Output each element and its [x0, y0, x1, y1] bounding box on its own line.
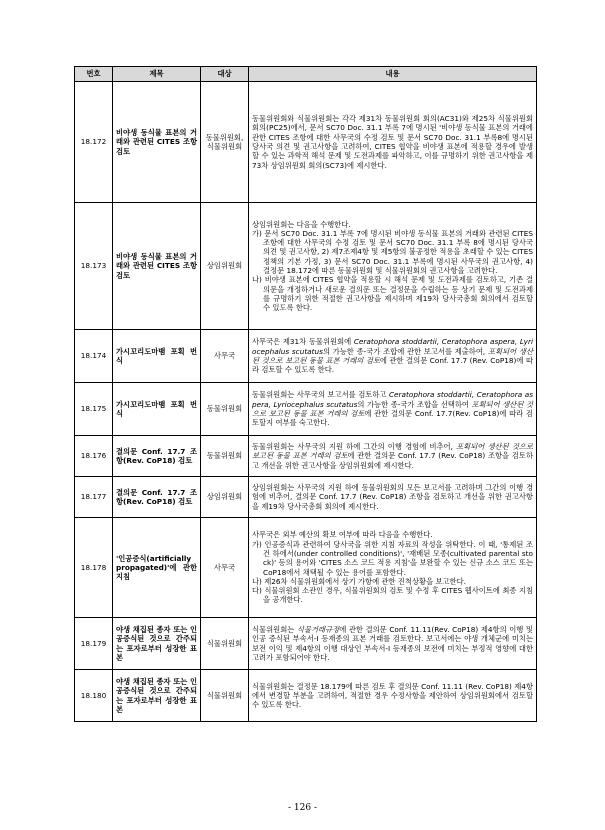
table-row [75, 203, 537, 330]
row-content: 상임위원회는 사무국의 지원 하에 동물위원회의 모든 보고서를 고려하며 그간의 이행 경험에 비추어, 결의문 Conf. 17.7 (Rev. CoP18) 조항을 검토하고 개선을 위한 권고사항을 제19차 당사국총회 회의에 제시한다. [249, 477, 537, 518]
row-number: 18.172 [75, 82, 113, 203]
content-text: 의 가능한 종-국가 조합에 관한 보고서를 제출하여, [322, 346, 488, 356]
row-number: 18.176 [75, 436, 113, 477]
content-text: 사무국은 제31차 동물위원회에 [252, 337, 354, 347]
row-title: 가시꼬리도마뱀 포획 번식 [113, 383, 201, 436]
content-item: 나) 제26차 식물위원회에서 상기 가항에 관한 진척상황을 보고한다. [252, 576, 466, 586]
row-number: 18.175 [75, 383, 113, 436]
resolution-title: 식물거래규정 [296, 624, 340, 634]
row-number: 18.180 [75, 670, 113, 722]
row-target: 동물위원회 [201, 436, 249, 477]
table-row [75, 518, 537, 618]
row-content [249, 518, 537, 618]
table-row [75, 330, 537, 383]
content-text: 의 가능한 종-국가 조합을 선택하여 [357, 399, 472, 409]
row-content [249, 436, 537, 477]
row-title: 야생 채집된 종자 또는 인공증식된 것으로 간주되는 포자로부터 성장한 표본 [113, 670, 201, 722]
content-text: 에 관한 결의문 Conf. 11.11(Rev. CoP18) 제4항의 이행 및 인공 증식된 부속서-I 등재종의 표본 거래를 검토한다. 보고서에는 야생 개체군에 미치는 보전 이익 및 제4항의 이행 대상인 부속서-I 등재종의 보전에 미치는 부정적 영향에 대한 고려가 포함되어야 한다. [252, 624, 533, 662]
page-number: - 126 - [288, 803, 317, 813]
row-content [249, 383, 537, 436]
content-intro: 상임위원회는 다음을 수행한다. [252, 219, 351, 229]
content-item: 가) 문서 SC70 Doc. 31.1 부록 7에 명시된 비야생 동식물 표본의 거래와 관련된 CITES 조항에 대한 사무국의 수정 검토 및 문서 SC70 Doc. 31.1 부록 8에 명시된 당사국 의견 및 권고사항, 2) 제7조제4항 및 제5항의 불공정한 적용을 초래할 수 있는 CITES 정책의 기본 가정, 3) 문서 SC70 Doc. 31.1 부록에 명시된 사무국의 권고사항, 4) 결정문 18.172에 따른 동물위원회 및 식물위원회의 권고사항을 고려한다. [252, 228, 533, 275]
content-text: 에 관한 결의문 Conf. 17.7 (Rev. CoP18)에 따라 검토할 수 있도록 한다. [252, 356, 533, 375]
content-item: 다) 식물위원회 소관인 경우, 식물위원회의 검토 및 수정 후 CITES 웹사이트에 최종 지침을 공개한다. [252, 586, 533, 605]
row-content: 식물위원회는 결정문 18.179에 따른 검토 후 결의문 Conf. 11.11 (Rev. CoP18) 제4항에서 변경할 부분을 고려하여, 적절한 경우 수정사항을 제안하여 상임위원회에서 검토할 수 있도록 한다. [249, 670, 537, 722]
row-number: 18.177 [75, 477, 113, 518]
row-title: 가시꼬리도마뱀 포획 번식 [113, 330, 201, 383]
header-target: 대상 [201, 67, 249, 82]
table-row [75, 82, 537, 203]
decisions-table [74, 66, 537, 722]
row-title: 비야생 동식물 표본의 거래와 관련된 CITES 조항 검토 [113, 82, 201, 203]
row-target: 동물위원회 [201, 383, 249, 436]
species-names: Ceratophora stoddartii, Ceratophora aspera, Lyriocephalus scutatus [252, 390, 533, 409]
table-row [75, 618, 537, 670]
row-title: 비야생 동식물 표본의 거래와 관련된 CITES 조항 검토 [113, 203, 201, 330]
row-target: 사무국 [201, 330, 249, 383]
content-text: 식물위원회는 [252, 624, 297, 634]
row-title: 결의문 Conf. 17.7 조항(Rev. CoP18) 검토 [113, 477, 201, 518]
content-item: 가) 인공증식과 관련하여 당사국을 위한 지침 자료의 작성을 위탁한다. 이 때, '통제된 조건 하에서(under controlled conditions)', '재배된 모종(cultivated parental stock)' 등의 용어와 'CITES 소스 코드 적용 지침'을 보완할 수 있는 신규 소스 코드 또는 CoP18에서 채택될 수 있는 용어를 포함한다. [252, 539, 533, 577]
row-title: 결의문 Conf. 17.7 조항(Rev. CoP18) 검토 [113, 436, 201, 477]
resolution-title: 포획되어 생산된 것으로 보고된 동물 표본 거래의 검토 [252, 442, 533, 461]
species-names: Ceratophora stoddartii, Ceratophora aspera, Lyriocephalus scutatus [252, 337, 534, 356]
row-content: 동물위원회와 식물위원회는 각각 제31차 동물위원회 회의(AC31)와 제25차 식물위원회회의(PC25)에서, 문서 SC70 Doc. 31.1 부록 7에 명시된 '비야생 동식물 표본의 거래에 관한 CITES 조항에 대한 사무국의 수정 검토 및 문서 SC70 Doc. 31.1 부록8에 명시된 당사국 의견 및 권고사항을 고려하여, CITES 협약을 비야생 표본에 적용할 경우에 발생할 수 있는 과학적 해석 문제 및 도전과제를 파악하고, 이를 규명하기 위한 권고사항을 제73차 상임위원회 회의(SC73)에 제시한다. [249, 82, 537, 203]
row-number: 18.179 [75, 618, 113, 670]
header-no: 번호 [75, 67, 113, 82]
row-content [249, 330, 537, 383]
table-row [75, 670, 537, 722]
content-item: 나) 비야생 표본에 CITES 협약을 적용할 시 해석 문제 및 도전과제를 검토하고, 기존 결의문을 개정하거나 새로운 결의문 또는 결정문을 수립하는 등 상기 문제 및 도전과제를 규명하기 위한 적절한 권고사항을 제시하며 제19차 당사국총회 회의에서 검토할 수 있도록 한다. [252, 275, 533, 313]
content-text: 동물위원회는 사무국의 보고서를 검토하고 [252, 390, 389, 400]
row-content [249, 618, 537, 670]
header-title: 제목 [113, 67, 201, 82]
row-content [249, 203, 537, 330]
resolution-title: 포획되어 생산된 것으로 보고된 동물 표본 거래의 검토 [252, 346, 533, 365]
row-target: 식물위원회 [201, 670, 249, 722]
content-text: 에 관한 결의문 Conf. 17.7 (Rev. CoP18) 조항을 검토하고 개선을 위한 권고사항을 상임위원회에 제시한다. [252, 451, 533, 470]
row-number: 18.178 [75, 518, 113, 618]
row-target: 동물위원회, 식물위원회 [201, 82, 249, 203]
header-content: 내용 [249, 67, 537, 82]
table-row [75, 477, 537, 518]
resolution-title: 포획되어 생산된 것으로 보고된 동물 표본 거래의 검토 [252, 399, 533, 418]
row-target: 상임위원회 [201, 203, 249, 330]
table-row [75, 436, 537, 477]
table-row [75, 383, 537, 436]
row-title: '인공증식(artificially propagated)'에 관한 지침 [113, 518, 201, 618]
row-target: 사무국 [201, 518, 249, 618]
row-target: 상임위원회 [201, 477, 249, 518]
row-number: 18.174 [75, 330, 113, 383]
content-text: 에 관한 결의문 Conf. 17.7(Rev. CoP18)에 따라 검토할지 여부를 숙고한다. [252, 409, 533, 428]
row-title: 야생 채집된 종자 또는 인공증식된 것으로 간주되는 포자로부터 성장한 표본 [113, 618, 201, 670]
content-text: 동물위원회는 사무국의 지원 하에 그간의 이행 경험에 비추어, [252, 442, 457, 452]
table-header-row [75, 67, 537, 82]
content-intro: 사무국은 외부 예산의 확보 여부에 따라 다음을 수행한다. [252, 530, 433, 540]
row-number: 18.173 [75, 203, 113, 330]
row-target: 식물위원회 [201, 618, 249, 670]
